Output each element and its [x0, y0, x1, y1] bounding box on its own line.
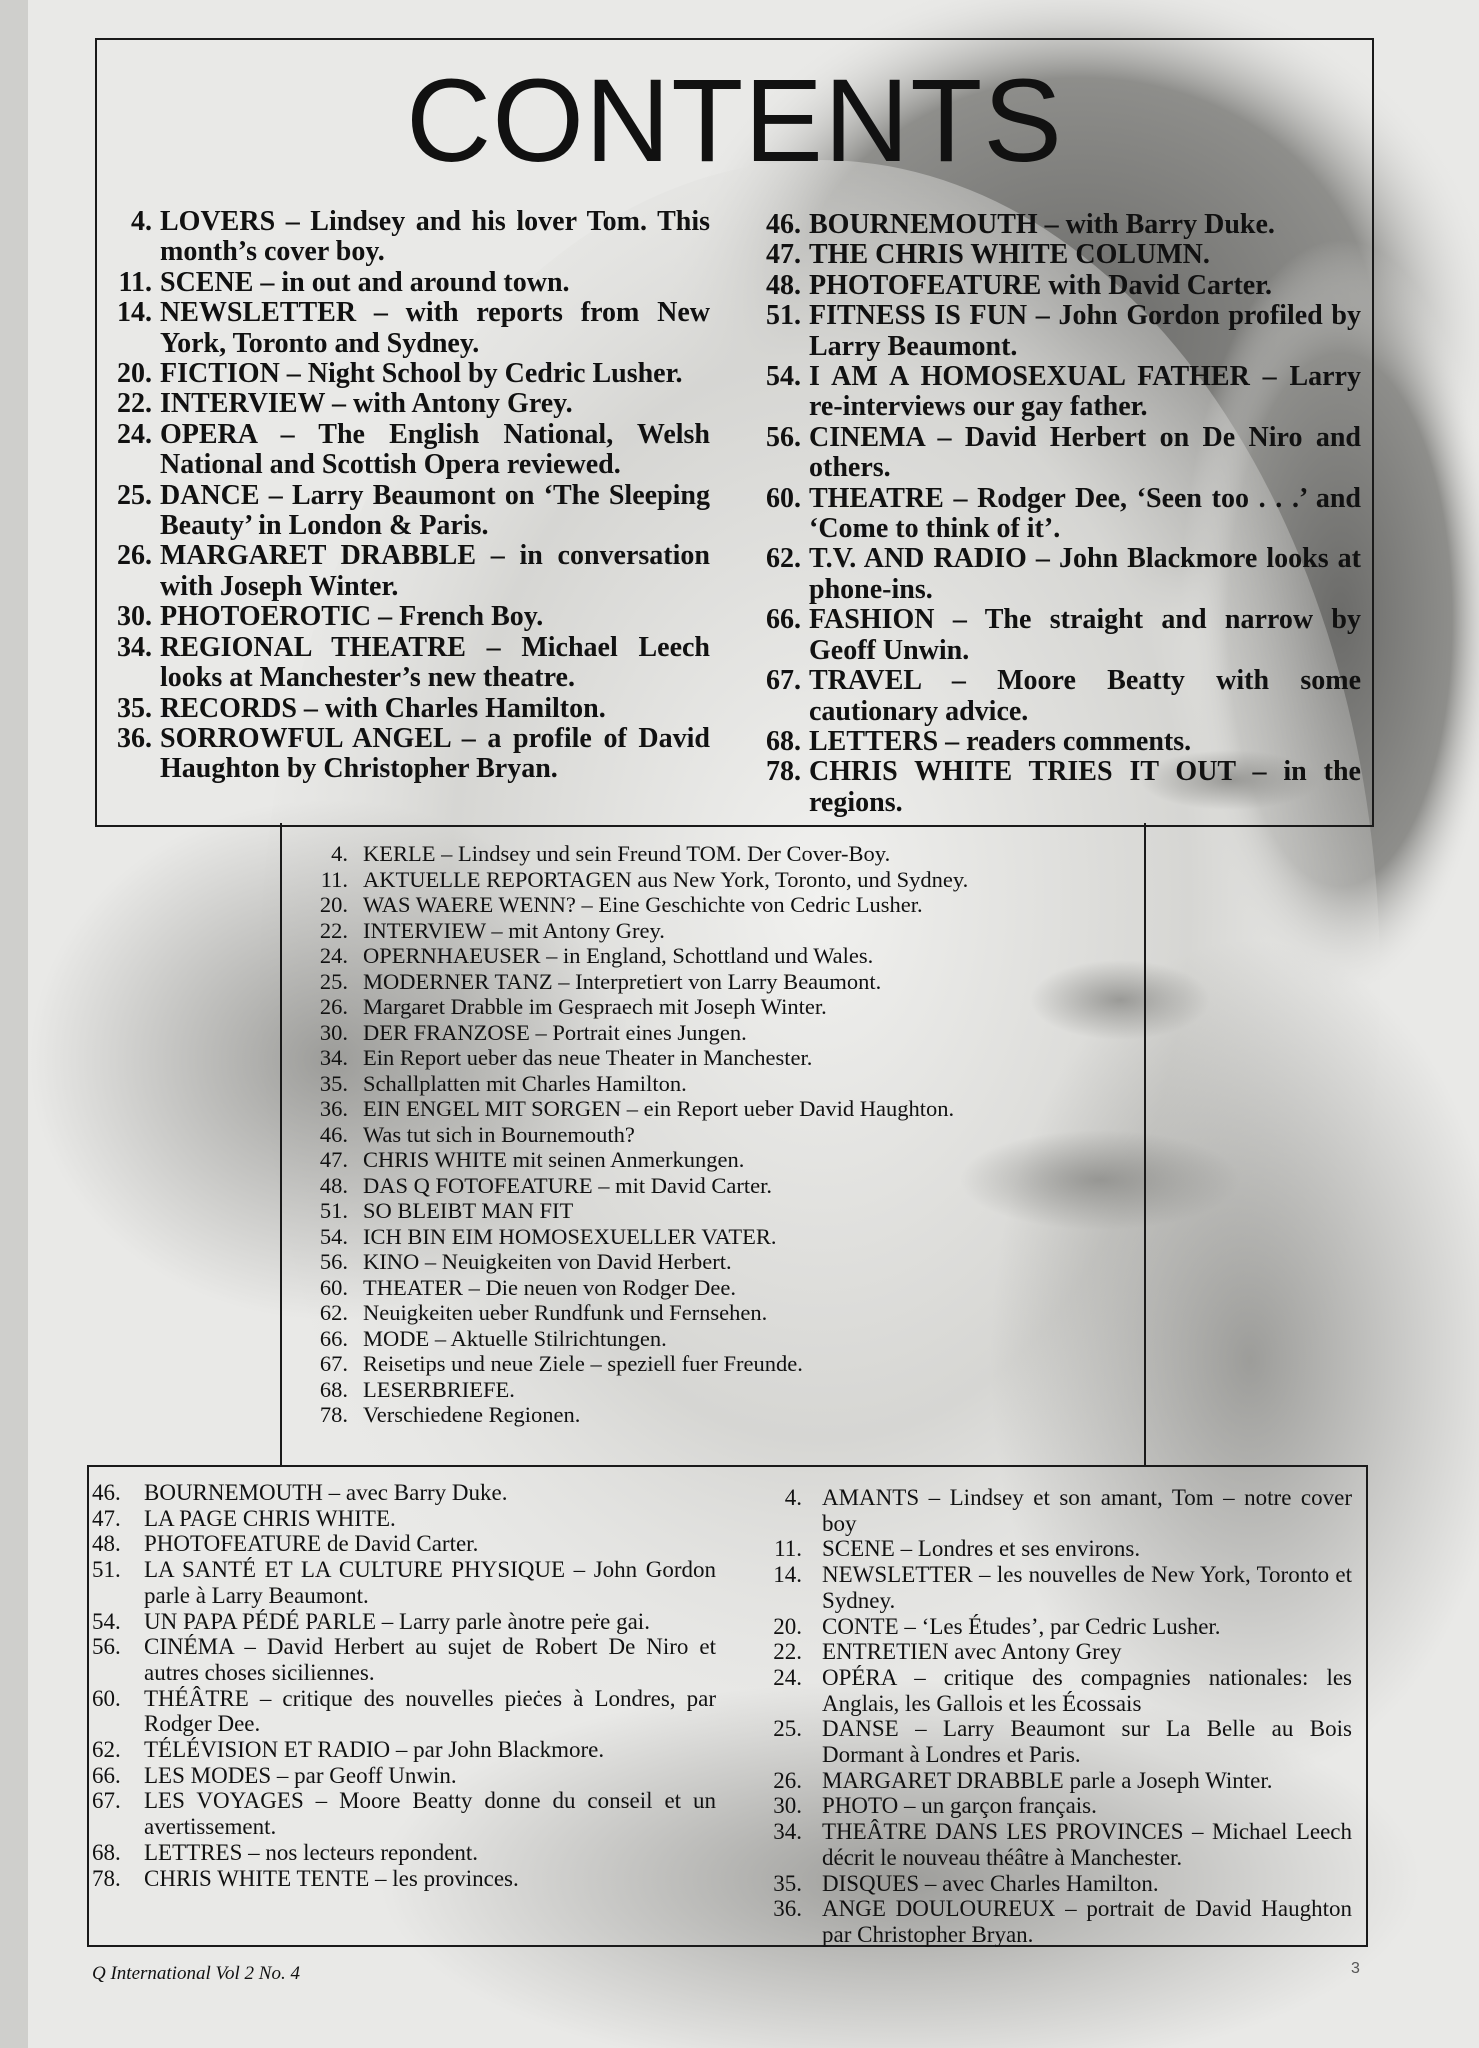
contents-entry[interactable]	[744, 1793, 1352, 1819]
page-number-ref: 25.	[117, 479, 152, 511]
entry-text: REGIONAL THEATRE – Michael Leech looks at Manchester’s new theatre.	[160, 631, 710, 694]
contents-entry[interactable]	[280, 1249, 1130, 1275]
page-number-ref: 78.	[92, 1865, 121, 1891]
page-number-ref: 48.	[766, 269, 801, 301]
contents-entry[interactable]	[744, 1562, 1352, 1613]
page-number-ref: 54.	[92, 1608, 121, 1634]
entry-text: KINO – Neuigkeiten von David Herbert.	[363, 1249, 732, 1274]
contents-entry[interactable]	[100, 724, 710, 785]
entry-text: MODE – Aktuelle Stilrichtungen.	[363, 1325, 667, 1351]
entry-text: Margaret Drabble im Gespraech mit Joseph Winter.	[363, 994, 827, 1019]
entry-text: UN PAPA PÉDÉ PARLE – Larry parle ànotre peṙe gai.	[144, 1608, 650, 1634]
contents-entry[interactable]	[749, 362, 1361, 423]
contents-entry[interactable]	[92, 1557, 716, 1608]
entry-text: CHRIS WHITE TENTE – les provinces.	[144, 1865, 519, 1891]
contents-entry[interactable]	[92, 1506, 716, 1532]
entry-text: PHOTOEROTIC – French Boy.	[160, 601, 544, 633]
entry-text: RECORDS – with Charles Hamilton.	[160, 692, 606, 724]
entry-text: BOURNEMOUTH – avec Barry Duke.	[144, 1480, 508, 1505]
entry-text: NEWSLETTER – les nouvelles de New York, Toronto et Sydney.	[822, 1562, 1352, 1613]
contents-entry[interactable]	[280, 1071, 1130, 1097]
contents-entry[interactable]	[744, 1716, 1352, 1767]
french-contents-left-column	[92, 1480, 716, 1891]
entry-text: TÉLÉVISION ET RADIO – par John Blackmore.	[144, 1737, 605, 1763]
english-contents-left-column	[100, 207, 710, 785]
contents-entry[interactable]	[92, 1763, 716, 1789]
page-number-ref: 46.	[319, 1121, 348, 1147]
entry-text: ANGE DOULOUREUX – portrait de David Haughton par Christopher Bryan.	[822, 1896, 1352, 1947]
contents-entry[interactable]	[92, 1866, 716, 1892]
page-number-ref: 4.	[331, 841, 348, 866]
contents-entry[interactable]	[280, 1275, 1130, 1301]
contents-entry[interactable]	[100, 359, 710, 389]
page-number-ref: 66.	[766, 604, 801, 636]
page-number-ref: 26.	[773, 1767, 802, 1793]
entry-text: Schallplatten mit Charles Hamilton.	[363, 1070, 687, 1096]
german-contents-box	[280, 823, 1146, 1467]
page-number-ref: 11.	[118, 266, 152, 298]
contents-entry[interactable]	[744, 1614, 1352, 1640]
contents-entry[interactable]	[280, 1147, 1130, 1173]
french-contents-right-column	[744, 1485, 1352, 1948]
entry-text: FASHION – The straight and narrow by Geoff Unwin.	[809, 604, 1361, 666]
entry-text: SCENE – in out and around town.	[160, 266, 570, 298]
contents-entry[interactable]	[280, 1122, 1130, 1148]
page-number-ref: 24.	[117, 418, 152, 450]
entry-text: DER FRANZOSE – Portrait eines Jungen.	[363, 1019, 747, 1045]
entry-text: DANCE – Larry Beaumont on ‘The Sleeping Beauty’ in London & Paris.	[160, 479, 710, 542]
page-number-ref: 34.	[117, 631, 152, 663]
page-number-ref: 20.	[319, 892, 348, 917]
contents-entry[interactable]	[749, 666, 1361, 727]
entry-text: FITNESS IS FUN – John Gordon profiled by Larry Beaumont.	[809, 300, 1361, 362]
contents-entry[interactable]	[92, 1686, 716, 1737]
contents-entry[interactable]	[100, 389, 710, 419]
entry-text: FICTION – Night School by Cedric Lusher.	[160, 358, 683, 390]
page-number-ref: 35.	[117, 692, 152, 724]
page-number-ref: 4.	[131, 206, 152, 237]
contents-entry[interactable]	[749, 605, 1361, 666]
contents-entry[interactable]	[744, 1768, 1352, 1794]
entry-text: Reisetips und neue Ziele – speziell fuer Freunde.	[363, 1351, 803, 1376]
entry-text: Neuigkeiten ueber Rundfunk und Fernsehen.	[363, 1300, 768, 1325]
page-number: 3	[1351, 1960, 1360, 1977]
page-number-ref: 47.	[319, 1147, 348, 1172]
contents-entry[interactable]	[280, 918, 1130, 944]
contents-entry[interactable]	[100, 633, 710, 694]
entry-text: SO BLEIBT MAN FIT	[363, 1198, 574, 1223]
contents-entry[interactable]	[100, 298, 710, 359]
contents-entry[interactable]	[749, 210, 1361, 240]
page-number-ref: 35.	[773, 1870, 802, 1896]
contents-entry[interactable]	[744, 1639, 1352, 1665]
page-number-ref: 51.	[766, 300, 801, 332]
entry-text: KERLE – Lindsey und sein Freund TOM. Der Cover-Boy.	[363, 841, 891, 866]
page-number-ref: 22.	[319, 917, 348, 943]
entry-text: MARGARET DRABBLE – in conversation with Joseph Winter.	[160, 540, 710, 602]
contents-entry[interactable]	[744, 1871, 1352, 1897]
page-number-ref: 26.	[319, 994, 348, 1019]
contents-entry[interactable]	[280, 1173, 1130, 1199]
entry-text: THEATRE – Rodger Dee, ‘Seen too . . .’ and ‘Come to think of it’.	[809, 482, 1361, 545]
entry-text: THEÂTRE DANS LES PROVINCES – Michael Leech décrit le nouveau théâtre à Manchester.	[822, 1819, 1352, 1870]
page-number-ref: 4.	[784, 1485, 802, 1510]
entry-text: LA SANTÉ ET LA CULTURE PHYSIQUE – John Gordon parle à Larry Beaumont.	[144, 1557, 716, 1608]
entry-text: AMANTS – Lindsey et son amant, Tom – notre cover boy	[822, 1485, 1352, 1536]
page-number-ref: 34.	[319, 1045, 348, 1070]
contents-entry[interactable]	[749, 727, 1361, 757]
entry-text: CHRIS WHITE mit seinen Anmerkungen.	[363, 1147, 745, 1172]
entry-text: ICH BIN EIM HOMOSEXUELLER VATER.	[363, 1223, 777, 1249]
contents-entry[interactable]	[280, 969, 1130, 995]
page-number-ref: 68.	[319, 1376, 348, 1402]
contents-entry[interactable]	[100, 207, 710, 268]
contents-entry[interactable]	[280, 1377, 1130, 1403]
entry-text: CONTE – ‘Les Études’, par Cedric Lusher.	[822, 1613, 1221, 1639]
page-number-ref: 46.	[766, 209, 801, 240]
page-number-ref: 24.	[773, 1664, 802, 1690]
contents-entry[interactable]	[100, 602, 710, 632]
entry-text: LES VOYAGES – Moore Beatty donne du conseil et un avertissement.	[144, 1788, 716, 1840]
page-number-ref: 67.	[766, 665, 801, 697]
entry-text: THEATER – Die neuen von Rodger Dee.	[363, 1274, 737, 1300]
contents-entry[interactable]	[92, 1634, 716, 1685]
page-number-ref: 56.	[766, 421, 801, 453]
entry-text: Was tut sich in Bournemouth?	[363, 1121, 635, 1147]
entry-text: THE CHRIS WHITE COLUMN.	[809, 239, 1210, 271]
entry-text: BOURNEMOUTH – with Barry Duke.	[809, 209, 1275, 240]
contents-entry[interactable]	[100, 694, 710, 724]
entry-text: SORROWFUL ANGEL – a profile of David Haughton by Christopher Bryan.	[160, 722, 710, 785]
contents-entry[interactable]	[280, 1020, 1130, 1046]
contents-entry[interactable]	[100, 541, 710, 602]
contents-entry[interactable]	[280, 994, 1130, 1020]
entry-text: LESERBRIEFE.	[363, 1376, 515, 1402]
contents-entry[interactable]	[749, 240, 1361, 270]
page-number-ref: 66.	[92, 1762, 121, 1788]
contents-entry[interactable]	[92, 1788, 716, 1839]
page-number-ref: 66.	[319, 1325, 348, 1351]
contents-entry[interactable]	[92, 1531, 716, 1557]
page-number-ref: 60.	[92, 1685, 121, 1711]
page-number-ref: 62.	[766, 543, 801, 575]
contents-entry[interactable]	[280, 1198, 1130, 1224]
contents-entry[interactable]	[744, 1896, 1352, 1947]
page-number-ref: 67.	[319, 1351, 348, 1376]
page-number-ref: 54.	[766, 361, 801, 393]
contents-entry[interactable]	[749, 484, 1361, 545]
page-number-ref: 25.	[319, 968, 348, 994]
page-number-ref: 14.	[773, 1562, 802, 1588]
page-number-ref: 26.	[117, 540, 152, 572]
page-number-ref: 36.	[117, 722, 152, 754]
contents-entry[interactable]	[280, 1300, 1130, 1326]
entry-text: INTERVIEW – with Antony Grey.	[160, 388, 573, 420]
entry-text: LOVERS – Lindsey and his lover Tom. This month’s cover boy.	[160, 206, 710, 268]
entry-text: LES MODES – par Geoff Unwin.	[144, 1762, 457, 1788]
entry-text: MODERNER TANZ – Interpretiert von Larry Beaumont.	[363, 968, 882, 994]
contents-entry[interactable]	[100, 268, 710, 298]
page-number-ref: 67.	[92, 1788, 121, 1814]
contents-entry[interactable]	[280, 1045, 1130, 1071]
contents-entry[interactable]	[92, 1480, 716, 1506]
entry-text: T.V. AND RADIO – John Blackmore looks at phone-ins.	[809, 543, 1361, 605]
entry-text: OPERNHAEUSER – in England, Schottland und Wales.	[363, 943, 874, 968]
contents-entry[interactable]	[280, 1224, 1130, 1250]
entry-text: LETTRES – nos lecteurs repondent.	[144, 1839, 479, 1865]
entry-text: TRAVEL – Moore Beatty with some cautionary advice.	[809, 665, 1361, 727]
page-number-ref: 36.	[319, 1096, 348, 1121]
entry-text: AKTUELLE REPORTAGEN aus New York, Toronto, und Sydney.	[363, 866, 969, 892]
entry-text: CINEMA – David Herbert on De Niro and others.	[809, 421, 1361, 484]
contents-entry[interactable]	[280, 841, 1130, 867]
german-contents-list	[280, 841, 1130, 1428]
page-number-ref: 34.	[773, 1819, 802, 1845]
page-number-ref: 62.	[92, 1737, 121, 1763]
page-number-ref: 60.	[319, 1274, 348, 1300]
english-contents-box	[95, 38, 1374, 827]
entry-text: EIN ENGEL MIT SORGEN – ein Report ueber David Haughton.	[363, 1096, 955, 1121]
page-number-ref: 25.	[773, 1716, 802, 1742]
page-number-ref: 11.	[774, 1536, 802, 1562]
entry-text: CHRIS WHITE TRIES IT OUT – in the regions.	[809, 756, 1361, 818]
entry-text: Ein Report ueber das neue Theater in Manchester.	[363, 1045, 813, 1070]
page-number-ref: 56.	[92, 1634, 121, 1660]
entry-text: SCENE – Londres et ses environs.	[822, 1536, 1141, 1562]
entry-text: INTERVIEW – mit Antony Grey.	[363, 917, 665, 943]
entry-text: PHOTOFEATURE with David Carter.	[809, 269, 1273, 301]
page-number-ref: 54.	[319, 1223, 348, 1249]
page-number-ref: 46.	[92, 1480, 121, 1505]
entry-text: NEWSLETTER – with reports from New York, Toronto and Sydney.	[160, 297, 710, 359]
entry-text: THÉÂTRE – critique des nouvelles pieċes à Londres, par Rodger Dee.	[144, 1685, 716, 1737]
contents-entry[interactable]	[749, 544, 1361, 605]
contents-entry[interactable]	[280, 892, 1130, 918]
entry-text: ENTRETIEN avec Antony Grey	[822, 1639, 1122, 1665]
publication-footer: Q International Vol 2 No. 4	[92, 1963, 300, 1984]
contents-entry[interactable]	[744, 1665, 1352, 1716]
contents-entry[interactable]	[749, 301, 1361, 362]
page-number-ref: 20.	[117, 358, 152, 390]
entry-text: PHOTO – un garçon français.	[822, 1793, 1097, 1819]
page-number-ref: 47.	[92, 1505, 121, 1531]
page-number-ref: 51.	[92, 1557, 121, 1583]
contents-entry[interactable]	[100, 420, 710, 481]
page-number-ref: 22.	[117, 388, 152, 420]
entry-text: DAS Q FOTOFEATURE – mit David Carter.	[363, 1172, 772, 1198]
page-number-ref: 11.	[320, 866, 348, 892]
entry-text: PHOTOFEATURE de David Carter.	[144, 1531, 479, 1557]
english-contents-right-column	[749, 210, 1361, 818]
contents-entry[interactable]	[744, 1819, 1352, 1870]
page-number-ref: 30.	[319, 1019, 348, 1045]
page-number-ref: 62.	[319, 1300, 348, 1325]
contents-entry[interactable]	[280, 1351, 1130, 1377]
page-number-ref: 30.	[117, 601, 152, 633]
contents-entry[interactable]	[100, 481, 710, 542]
page-number-ref: 48.	[92, 1531, 121, 1557]
contents-entry[interactable]	[280, 1402, 1130, 1428]
contents-entry[interactable]	[92, 1609, 716, 1635]
page-number-ref: 51.	[319, 1198, 348, 1223]
contents-entry[interactable]	[744, 1485, 1352, 1536]
page-number-ref: 35.	[319, 1070, 348, 1096]
contents-entry[interactable]	[280, 1096, 1130, 1122]
contents-entry[interactable]	[280, 867, 1130, 893]
contents-entry[interactable]	[749, 271, 1361, 301]
contents-entry[interactable]	[749, 757, 1361, 818]
page-number-ref: 78.	[319, 1402, 348, 1427]
contents-entry[interactable]	[749, 423, 1361, 484]
contents-title: CONTENTS	[406, 55, 1063, 187]
page-number-ref: 36.	[773, 1896, 802, 1922]
page-number-ref: 20.	[773, 1613, 802, 1639]
entry-text: I AM A HOMOSEXUAL FATHER – Larry re-interviews our gay father.	[809, 361, 1361, 423]
page-number-ref: 60.	[766, 482, 801, 514]
entry-text: WAS WAERE WENN? – Eine Geschichte von Cedric Lusher.	[363, 892, 923, 917]
page-number-ref: 78.	[766, 756, 801, 788]
entry-text: Verschiedene Regionen.	[363, 1402, 581, 1427]
entry-text: CINÉMA – David Herbert au sujet de Robert De Niro et autres choses siciliennes.	[144, 1634, 716, 1685]
page-number-ref: 68.	[766, 725, 801, 757]
entry-text: MARGARET DRABBLE parle a Joseph Winter.	[822, 1767, 1273, 1793]
page-number-ref: 48.	[319, 1172, 348, 1198]
page-number-ref: 30.	[773, 1793, 802, 1819]
page-number-ref: 47.	[766, 239, 801, 271]
french-contents-box	[87, 1465, 1368, 1947]
contents-entry[interactable]	[92, 1737, 716, 1763]
page-number-ref: 56.	[319, 1249, 348, 1274]
entry-text: OPÉRA – critique des compagnies nationales: les Anglais, les Gallois et les Écossais	[822, 1664, 1352, 1716]
page-number-ref: 14.	[117, 297, 152, 329]
contents-entry[interactable]	[280, 943, 1130, 969]
contents-entry[interactable]	[280, 1326, 1130, 1352]
entry-text: OPERA – The English National, Welsh National and Scottish Opera reviewed.	[160, 418, 710, 481]
contents-entry[interactable]	[92, 1840, 716, 1866]
entry-text: LETTERS – readers comments.	[809, 725, 1192, 757]
page-number-ref: 22.	[773, 1639, 802, 1665]
entry-text: DANSE – Larry Beaumont sur La Belle au Bois Dormant à Londres et Paris.	[822, 1716, 1352, 1768]
entry-text: LA PAGE CHRIS WHITE.	[144, 1505, 396, 1531]
entry-text: DISQUES – avec Charles Hamilton.	[822, 1870, 1159, 1896]
page-number-ref: 68.	[92, 1839, 121, 1865]
page-number-ref: 24.	[319, 943, 348, 968]
contents-entry[interactable]	[744, 1536, 1352, 1562]
